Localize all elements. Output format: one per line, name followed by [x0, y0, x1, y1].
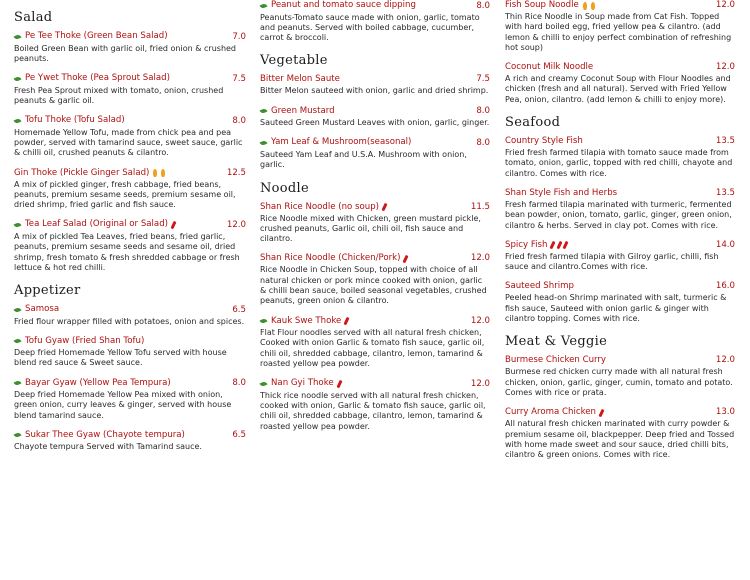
leaf-icon [259, 318, 267, 325]
menu-item-name: Sauteed Shrimp [505, 281, 574, 292]
menu-item [505, 188, 735, 231]
menu-item-header [505, 355, 735, 366]
menu-item-price: 7.5 [232, 73, 246, 84]
menu-column-3 [505, 0, 735, 469]
menu-item-title [14, 336, 144, 347]
menu-item-price: 13.5 [715, 136, 735, 147]
menu-column-2 [260, 0, 490, 441]
menu-item-description: Rice Noodle in Chicken Soup, topped with choice of all natural chicken or pork mince cooked with onion, garlic & chilli bean sauce, boiled seasonal vegetables, crushed peanuts, green onion & cilantro. [260, 265, 487, 306]
menu-item-description: Thick rice noodle served with all natural fresh chicken, cooked with onion, Garlic & tomato fish sauce, garlic oil, chili oil, shredded cabbage, cilantro, lemon, tamarind & roasted yellow pea powder. [260, 390, 486, 431]
menu-item-title [260, 378, 340, 389]
menu-item [14, 378, 246, 421]
section-heading: Meat & Veggie [505, 334, 608, 350]
menu-item-price: 12.5 [226, 167, 246, 178]
menu-item-title [505, 136, 583, 147]
menu-item-description: A rich and creamy Coconut Soup with Flour Noodles and chicken (fresh and all natural). Served with Fried Yellow Pea, onion, cilantro. (add lemon & chilli to enjoy more). [505, 74, 731, 104]
menu-item-header [14, 219, 246, 231]
menu-item-description: Burmese red chicken curry made with all natural fresh chicken, onion, garlic, ginger, cumin, tomato and potato. Comes with rice or prata. [505, 367, 733, 397]
menu-item-description: Fried fresh farmed tilapia with tomato sauce made from tomato, onion, garlic, topped with red chilli, chayote and cilantro. Comes with rice. [505, 148, 733, 178]
menu-item-title [14, 31, 168, 42]
menu-item-name: Shan Style Fish and Herbs [505, 187, 618, 198]
leaf-icon [13, 75, 21, 82]
menu-item-header [14, 336, 246, 347]
menu-item-title [505, 281, 574, 292]
menu-item [14, 336, 246, 369]
chili-pepper-icon [344, 317, 350, 325]
menu-item-name: Gin Thoke (Pickle Ginger Salad) [14, 167, 150, 178]
menu-item-price: 16.0 [715, 281, 735, 292]
menu-item [260, 202, 490, 245]
menu-item-price: 12.0 [470, 378, 490, 389]
menu-item-name: Bitter Melon Saute [260, 74, 340, 85]
menu-item-description: Fresh farmed tilapia marinated with turmeric, fermented bean powder, onion, tomato, garlic, ginger, green onion, cilantro & herbs. Served in clay pot. Comes with rice. [505, 199, 732, 230]
chili-pepper-icon [598, 409, 604, 417]
menu-item-name: Tofu Thoke (Tofu Salad) [25, 115, 125, 126]
menu-item-title [14, 73, 170, 84]
menu-item-header [14, 31, 246, 43]
menu-item-header [260, 316, 490, 328]
menu-item [260, 378, 490, 432]
flame-icon [153, 169, 157, 177]
menu-item [14, 168, 246, 211]
menu-item-description: All natural fresh chicken marinated with curry powder & premium sesame oil, blackpepper. Deep fried and Tossed with home made sweet and sour sauce, dried chilli bits, cilantro & green onions. Comes with rice. [505, 419, 735, 460]
flame-icon [161, 169, 165, 177]
menu-item-name: Nan Gyi Thoke [271, 378, 334, 389]
leaf-icon [259, 108, 267, 115]
menu-item-description: Flat Flour noodles served with all natural fresh chicken, Cooked with onion Garlic & tomato fish sauce, garlic oil, chili oil, shredded cabbage, cilantro, lemon, tamarind & roasted yellow pea powder. [260, 328, 485, 369]
menu-item-header [505, 0, 735, 11]
leaf-icon [13, 117, 21, 124]
menu-column-1 [14, 0, 246, 462]
menu-item-title [260, 74, 340, 85]
menu-item-title [505, 0, 595, 11]
menu-item-name: Peanut and tomato sauce dipping [271, 0, 416, 10]
chili-pepper-icon [170, 221, 176, 229]
menu-item [505, 281, 735, 324]
leaf-icon [259, 381, 267, 388]
section-heading: Noodle [260, 180, 310, 196]
leaf-icon [13, 338, 21, 345]
chili-pepper-icon [381, 203, 387, 211]
menu-item-price: 6.5 [232, 430, 246, 441]
chili-pepper-icon [550, 241, 556, 249]
menu-item-header [505, 240, 735, 251]
menu-item-name: Coconut Milk Noodle [505, 62, 594, 73]
menu-item-description: Sauteed Green Mustard Leaves with onion, garlic, ginger. [260, 118, 490, 128]
menu-item-description: A mix of pickled Tea Leaves, fried beans, fried garlic, peanuts, premium sesame seeds and sesame oil, dried shrimp, fresh tomato & fresh shredded cabbage or fresh lettuce & hot red chilli. [14, 231, 240, 272]
menu-item-title [14, 430, 185, 441]
menu-item-title [505, 188, 617, 199]
chili-pepper-icon [336, 380, 342, 388]
menu-item-name: Yam Leaf & Mushroom(seasonal) [271, 137, 412, 148]
menu-item-title [260, 202, 386, 213]
menu-item-title [260, 253, 407, 264]
section-heading: Appetizer [14, 283, 81, 299]
menu-item-price: 8.0 [232, 115, 246, 126]
chili-pepper-icon [556, 241, 562, 249]
menu-item-description: Chayote tempura Served with Tamarind sauce. [14, 442, 202, 452]
menu-item-header [505, 136, 735, 147]
menu-item-price: 8.0 [476, 137, 490, 148]
menu-item-header [260, 0, 490, 12]
menu-item-header [505, 407, 735, 418]
menu-item-name: Green Mustard [271, 105, 335, 116]
menu-item [505, 62, 735, 105]
menu-item-price: 8.0 [476, 0, 490, 11]
menu-item-name: Kauk Swe Thoke [271, 315, 342, 326]
menu-item-description: Peanuts-Tomato sauce made with onion, garlic, tomato and peanuts. Served with boiled cabbage, cucumber, carrot & broccoli. [260, 12, 480, 43]
menu-item-title [505, 355, 606, 366]
menu-item-title [260, 0, 416, 11]
menu-item-price: 12.0 [715, 355, 735, 366]
menu-item-header [505, 281, 735, 292]
menu-item [505, 355, 735, 398]
menu-item [260, 74, 490, 96]
leaf-icon [13, 33, 21, 40]
menu-item [14, 219, 246, 273]
menu-item-description: Rice Noodle mixed with Chicken, green mustard pickle, crushed peanuts, Garlic oil, chili oil, fish sauce and cilantro. [260, 213, 481, 244]
menu-item-name: Tofu Gyaw (Fried Shan Tofu) [25, 335, 145, 346]
menu-item [14, 304, 246, 327]
menu-item-price: 12.0 [715, 0, 735, 10]
leaf-icon [259, 2, 267, 9]
menu-item [14, 430, 246, 453]
menu-item-price: 7.0 [232, 31, 246, 42]
menu-item-header [260, 253, 490, 264]
menu-item-price: 8.0 [476, 106, 490, 117]
menu-item-price: 12.0 [715, 62, 735, 73]
menu-item-title [14, 168, 165, 179]
menu-item-name: Bayar Gyaw (Yellow Pea Tempura) [25, 377, 171, 388]
menu-item-description: Sauteed Yam Leaf and U.S.A. Mushroom with onion, garlic. [260, 149, 467, 170]
menu-item-description: Fresh Pea Sprout mixed with tomato, onion, crushed peanuts & garlic oil. [14, 85, 224, 105]
menu-item-name: Pe Ywet Thoke (Pea Sprout Salad) [25, 73, 170, 84]
leaf-icon [13, 380, 21, 387]
menu-item-description: Fried fresh farmed tilapia with Gilroy garlic, chilli, fish sauce and cilantro.Comes with rice. [505, 251, 719, 272]
menu-item-header [14, 378, 246, 390]
menu-item [14, 115, 246, 158]
menu-item-description: Bitter Melon sauteed with onion, garlic and dried shrimp. [260, 86, 489, 96]
leaf-icon [13, 432, 21, 439]
flame-icon [591, 2, 595, 10]
chili-pepper-icon [563, 241, 569, 249]
menu-item-name: Country Style Fish [505, 136, 583, 147]
menu-item-title [14, 304, 59, 315]
menu-item-header [14, 430, 246, 442]
menu-item-price: 11.5 [470, 201, 490, 212]
menu-item-description: Deep fried Homemade Yellow Pea mixed with onion, green onion, curry leaves & ginger, served with house blend tamarind sauce. [14, 390, 232, 420]
menu-item-price: 12.0 [226, 219, 246, 230]
menu-item-title [260, 316, 348, 327]
section-heading: Salad [14, 10, 53, 25]
menu-item-title [260, 106, 335, 117]
leaf-icon [259, 140, 267, 147]
menu-item-header [14, 73, 246, 85]
flame-icon [583, 2, 587, 10]
menu-item-description: Boiled Green Bean with garlic oil, fried onion & crushed peanuts. [14, 43, 237, 63]
menu-item-name: Sukar Thee Gyaw (Chayote tempura) [25, 429, 185, 440]
menu-item-name: Fish Soup Noodle [505, 0, 579, 10]
menu-item-name: Burmese Chicken Curry [505, 355, 607, 366]
menu-item-price: 8.0 [232, 378, 246, 389]
menu-item [505, 0, 735, 53]
menu-item-title [14, 219, 175, 230]
menu-item [260, 316, 490, 370]
chili-pepper-icon [403, 255, 409, 263]
menu-item-name: Curry Aroma Chicken [505, 407, 596, 418]
menu-item-header [14, 168, 246, 179]
menu-item-header [260, 137, 490, 149]
section-heading: Seafood [505, 115, 561, 131]
menu-item-name: Pe Tee Thoke (Green Bean Salad) [25, 31, 168, 41]
menu-item [260, 253, 490, 306]
section-heading: Vegetable [260, 53, 328, 69]
menu-item-price: 13.0 [715, 407, 735, 418]
menu-item [260, 137, 490, 170]
menu-item-price: 7.5 [476, 74, 490, 85]
menu-item-header [260, 202, 490, 213]
menu-item-title [505, 407, 603, 418]
menu-item-header [260, 106, 490, 118]
menu-item-description: Deep fried Homemade Yellow Tofu served with house blend red sauce & Sweet sauce. [14, 347, 227, 368]
menu-item-title [14, 115, 125, 126]
menu-item-header [14, 304, 246, 316]
menu-item-name: Samosa [25, 304, 60, 315]
menu-item [260, 0, 490, 43]
menu-item [14, 73, 246, 106]
menu-item-header [14, 115, 246, 127]
menu-item-header [505, 188, 735, 199]
menu-item-name: Tea Leaf Salad (Original or Salad) [25, 219, 169, 230]
menu-item [505, 240, 735, 273]
leaf-icon [13, 222, 21, 229]
menu-item [505, 136, 735, 179]
menu-item-header [260, 74, 490, 85]
menu-item-name: Shan Rice Noodle (no soup) [260, 201, 380, 212]
menu-item-price: 12.0 [470, 253, 490, 264]
menu-item-description: Peeled head-on Shrimp marinated with salt, turmeric & fish sauce, Sauteed with onion garlic & ginger with cilantro topping. Comes with rice. [505, 293, 727, 324]
menu-item-price: 13.5 [715, 187, 735, 198]
menu-item-description: A mix of pickled ginger, fresh cabbage, fried beans, peanuts, premium sesame seeds, premium sesame oil, dried shrimp, fried garlic and fish sauce. [14, 179, 236, 210]
menu-item-title [260, 137, 411, 148]
menu-item-header [505, 62, 735, 73]
menu-item-price: 14.0 [715, 239, 735, 250]
menu-item [260, 106, 490, 129]
menu-item-title [505, 62, 593, 73]
menu-item-description: Fried flour wrapper filled with potatoes, onion and spices. [14, 316, 245, 326]
menu-item [14, 31, 246, 64]
menu-item-name: Spicy Fish [505, 239, 548, 250]
menu-item-header [260, 378, 490, 390]
menu-item-title [14, 378, 171, 389]
menu-item-name: Shan Rice Noodle (Chicken/Pork) [260, 253, 401, 264]
menu-item-description: Thin Rice Noodle in Soup made from Cat Fish. Topped with hard boiled egg, fried yellow pea & cilantro. (add lemon & chilli to enjoy perfect combination of refreshing hot soup) [505, 12, 732, 52]
menu-item-description: Homemade Yellow Tofu, made from chick pea and pea powder, served with tamarind sauce, sweet sauce, garlic & chilli oil, crushed peanuts & cilantro. [14, 127, 243, 158]
menu-item-title [505, 240, 567, 251]
menu-item-price: 12.0 [470, 316, 490, 327]
menu-item [505, 407, 735, 460]
menu-item-price: 6.5 [232, 304, 246, 315]
leaf-icon [13, 306, 21, 313]
